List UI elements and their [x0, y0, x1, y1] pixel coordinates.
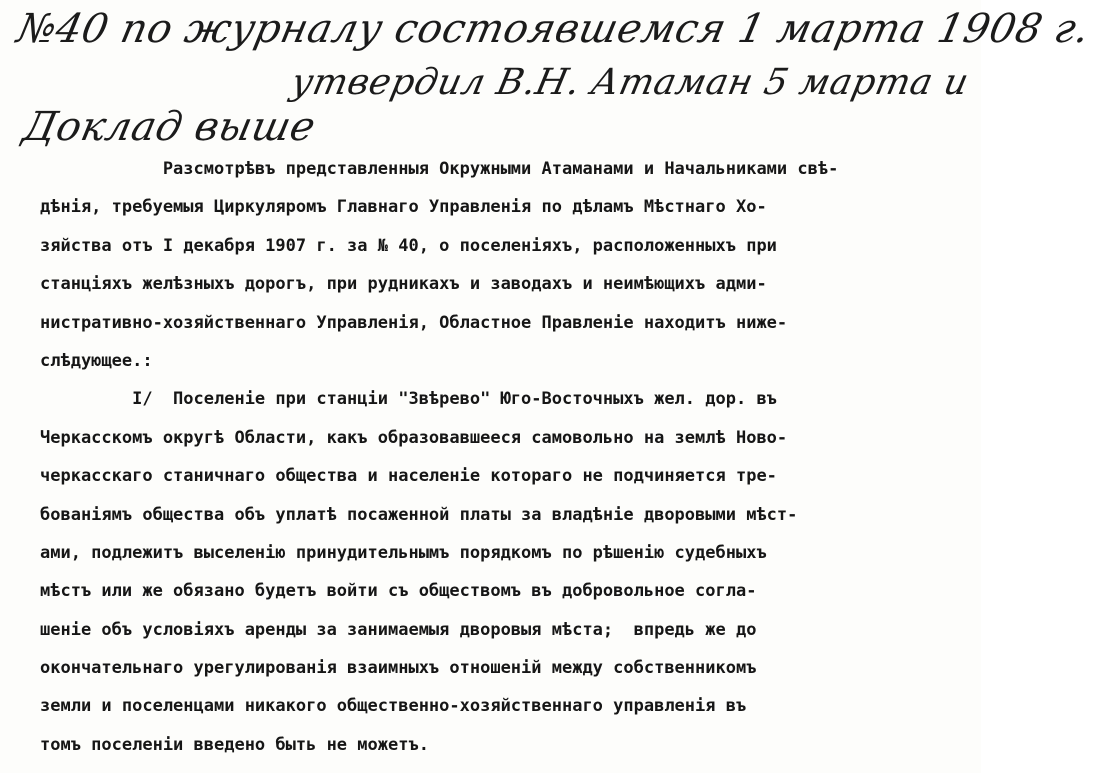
text-line: окончательнаго урегулированія взаимныхъ отношеній между собственникомъ — [40, 658, 757, 679]
text-line: Черкасскомъ округѣ Области, какъ образовавшееся самовольно на землѣ Ново- — [40, 427, 788, 448]
handwritten-approval-note: утвердил В.Н. Атаман 5 марта и — [287, 62, 973, 103]
text-line: земли и поселенцами никакого общественно-хозяйственнаго управленія въ — [40, 696, 747, 717]
text-line: станціяхъ желѣзныхъ дорогъ, при рудникахъ и заводахъ и неимѣющихъ адми- — [40, 274, 767, 295]
text-line: ами, подлежитъ выселенію принудительнымъ порядкомъ по рѣшенію судебныхъ — [40, 542, 767, 563]
handwritten-report-note: Доклад выше — [19, 104, 320, 150]
handwritten-journal-note: №40 по журналу состоявшемся 1 марта 1908 г. — [13, 6, 1094, 52]
text-line: мѣстъ или же обязано будетъ войти съ обществомъ въ добровольное согла- — [40, 581, 757, 602]
text-line: I/ Поселеніе при станціи "Звѣрево" Юго-Восточныхъ жел. дор. въ — [40, 389, 777, 410]
text-line: бованіямъ общества объ уплатѣ посаженной платы за владѣніе дворовыми мѣст- — [40, 504, 798, 525]
text-line: томъ поселеніи введено быть не можетъ. — [40, 734, 429, 755]
text-line: Разсмотрѣвъ представленныя Окружными Атаманами и Начальниками свѣ- — [40, 159, 839, 179]
text-line: шеніе объ условіяхъ аренды за занимаемыя дворовыя мѣста; впредь же до — [40, 619, 757, 640]
text-line: дѣнія, требуемыя Циркуляромъ Главнаго Управленія по дѣламъ Мѣстнаго Хо- — [40, 197, 767, 218]
text-line: зяйства отъ I декабря 1907 г. за № 40, о поселеніяхъ, расположенныхъ при — [40, 235, 777, 256]
text-line: слѣдующее.: — [40, 350, 153, 371]
text-line: черкасскаго станичнаго общества и населеніе котораго не подчиняется тре- — [40, 466, 777, 487]
text-line: нистративно-хозяйственнаго Управленія, Областное Правленіе находитъ ниже- — [40, 312, 788, 333]
typed-body-text — [40, 150, 968, 764]
